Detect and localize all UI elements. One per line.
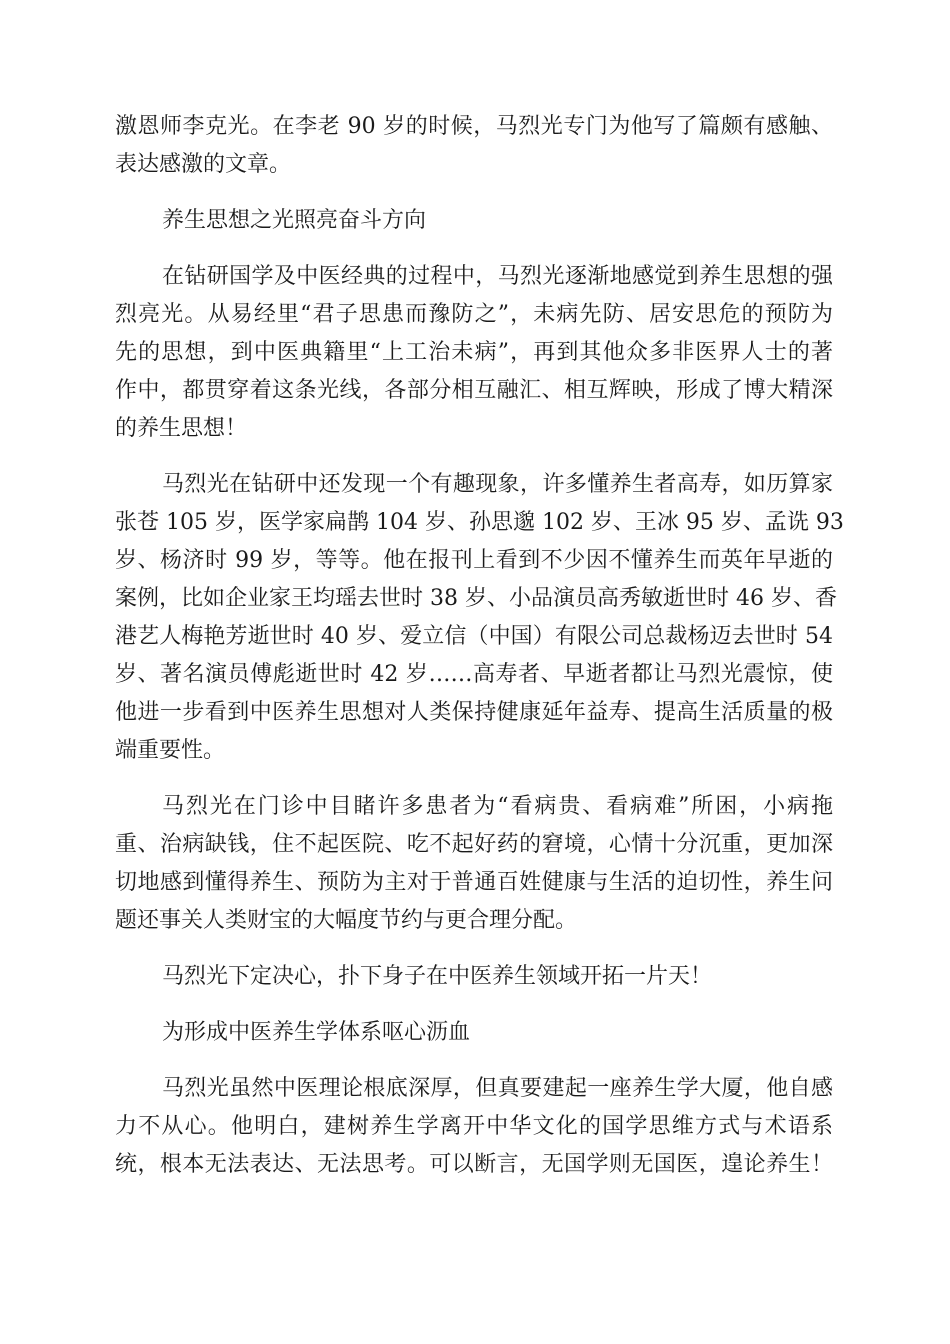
text-line: 先的思想，到中医典籍里“上工治未病”，再到其他众多非医界人士的著: [115, 340, 833, 365]
text-line: 切地感到懂得养生、预防为主对于普通百姓健康与生活的迫切性，养生问: [115, 870, 833, 895]
text-line: 案例，比如企业家王均瑶去世时 38 岁、小品演员高秀敏逝世时 46 岁、香: [115, 586, 837, 611]
text-line: 力不从心。他明白，建树养生学离开中华文化的国学思维方式与术语系: [115, 1114, 833, 1139]
text-line: 港艺人梅艳芳逝世时 40 岁、爱立信（中国）有限公司总裁杨迈去世时 54: [115, 624, 833, 649]
text-line: 作中，都贯穿着这条光线，各部分相互融汇、相互辉映，形成了博大精深: [115, 378, 833, 403]
text-line: 岁、杨济时 99 岁，等等。他在报刊上看到不少因不懂养生而英年早逝的: [115, 548, 833, 573]
text-line: 题还事关人类财宝的大幅度节约与更合理分配。: [115, 908, 578, 933]
text-line: 在钻研国学及中医经典的过程中，马烈光逐渐地感觉到养生思想的强: [162, 264, 833, 289]
text-line: 马烈光在门诊中目睹许多患者为“看病贵、看病难”所困，小病拖: [162, 794, 833, 819]
text-line: 表达感激的文章。: [115, 152, 292, 177]
text-line: 统，根本无法表达、无法思考。可以断言，无国学则无国医，遑论养生！: [115, 1152, 833, 1177]
text-line: 他进一步看到中医养生思想对人类保持健康延年益寿、提高生活质量的极: [115, 700, 833, 725]
text-line: 的养生思想！: [115, 416, 248, 441]
text-line: 张苍 105 岁，医学家扁鹊 104 岁、孙思邈 102 岁、王冰 95 岁、孟诜 93: [115, 510, 844, 535]
text-line: 端重要性。: [115, 738, 226, 763]
section-heading: 养生思想之光照亮奋斗方向: [162, 208, 427, 233]
text-line: 烈亮光。从易经里“君子思患而豫防之”，未病先防、居安思危的预防为: [115, 302, 833, 327]
text-line: 激恩师李克光。在李老 90 岁的时候，马烈光专门为他写了篇颇有感触、: [115, 114, 833, 139]
text-line: 岁、著名演员傅彪逝世时 42 岁……高寿者、早逝者都让马烈光震惊，使: [115, 662, 833, 687]
text-line: 马烈光下定决心，扑下身子在中医养生领域开拓一片天！: [162, 964, 713, 989]
text-line: 重、治病缺钱，住不起医院、吃不起好药的窘境，心情十分沉重，更加深: [115, 832, 833, 857]
text-line: 马烈光在钻研中还发现一个有趣现象，许多懂养生者高寿，如历算家: [162, 472, 833, 497]
text-line: 马烈光虽然中医理论根底深厚，但真要建起一座养生学大厦，他自感: [162, 1076, 833, 1101]
section-heading: 为形成中医养生学体系呕心沥血: [162, 1020, 471, 1045]
